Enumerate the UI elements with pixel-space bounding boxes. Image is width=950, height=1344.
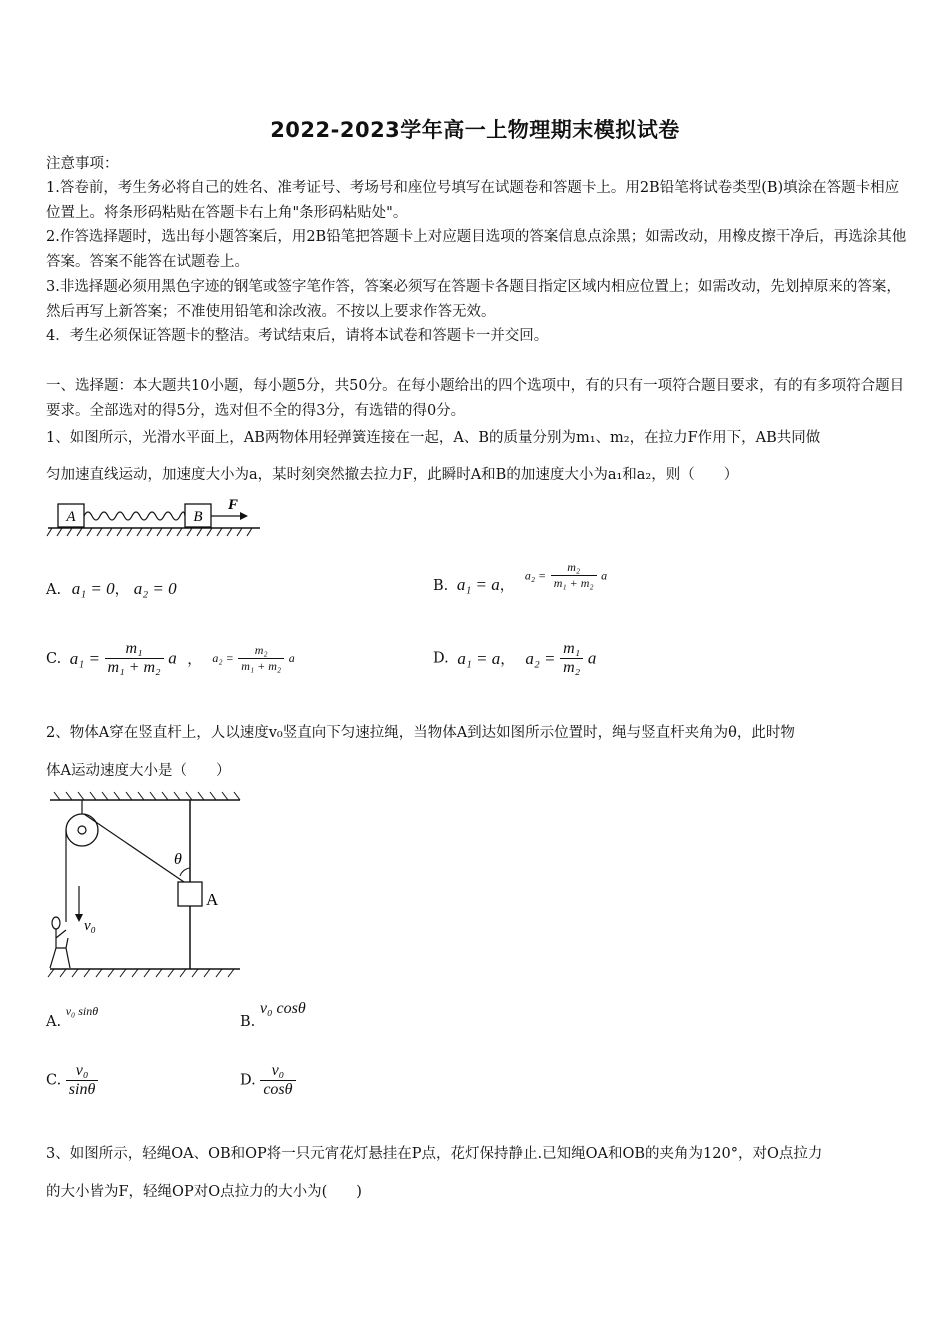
denominator: sinθ bbox=[68, 1081, 96, 1098]
numerator: v₀ bbox=[66, 1062, 99, 1081]
numerator: m₁ bbox=[105, 640, 164, 659]
option-label: C. bbox=[46, 650, 62, 667]
q2-pulley-figure bbox=[44, 788, 244, 980]
person-body bbox=[50, 929, 70, 968]
q1-c-a2-lhs: a₂ = bbox=[212, 651, 234, 665]
q1-b-a1: a₁ = a bbox=[456, 575, 500, 594]
q1-option-d[interactable] bbox=[433, 640, 596, 677]
q1-c-fraction-2 bbox=[238, 643, 284, 674]
q1-b-fraction bbox=[551, 560, 597, 591]
q1-d-a2-tail: a bbox=[587, 648, 597, 668]
q1-d-a2-lhs: a₂ = bbox=[525, 648, 556, 668]
separator: ， bbox=[500, 652, 515, 668]
denominator: m₁ + m₂ bbox=[553, 576, 594, 590]
velocity-arrow-head bbox=[75, 914, 83, 922]
q2-option-d[interactable] bbox=[240, 1062, 296, 1099]
q1-stem-line1: 1、如图所示，光滑水平面上，AB两物体用轻弹簧连接在一起，A、B的质量分别为m₁、m₂，在拉力F作用下，AB共同做 bbox=[46, 430, 821, 446]
rope bbox=[84, 814, 184, 882]
q3-stem-line1: 3、如图所示，轻绳OA、OB和OP将一只元宵花灯悬挂在P点，花灯保持静止.已知绳OA和OB的夹角为120°，对O点拉力 bbox=[46, 1146, 823, 1162]
block-a-label: A bbox=[66, 509, 76, 525]
spring bbox=[84, 512, 185, 520]
option-label: B. bbox=[240, 1014, 256, 1030]
q1-option-c[interactable] bbox=[46, 640, 295, 677]
q1-a-a1: a₁ = 0 bbox=[71, 579, 115, 598]
q1-b-a2-tail: a bbox=[601, 568, 608, 583]
numerator: m₁ bbox=[560, 640, 583, 659]
q1-b-a2-lhs: a₂ = bbox=[524, 568, 547, 583]
angle-label: θ bbox=[174, 851, 182, 868]
block-b-label: B bbox=[193, 509, 203, 525]
page-title: 2022-2023学年高一上物理期末模拟试卷 bbox=[270, 118, 680, 142]
numerator: v₀ bbox=[260, 1062, 295, 1081]
q2-stem-line1: 2、物体A穿在竖直杆上，人以速度v₀竖直向下匀速拉绳，当物体A到达如图所示位置时，绳与竖直杆夹角为θ，此时物 bbox=[46, 725, 795, 741]
q1-c-fraction-1 bbox=[105, 640, 164, 677]
option-label: C. bbox=[46, 1072, 62, 1089]
q2-d-fraction bbox=[260, 1062, 295, 1099]
q2-c-fraction bbox=[66, 1062, 99, 1099]
q1-c-a1-lhs: a₁ = bbox=[69, 648, 100, 668]
separator: ， bbox=[114, 582, 130, 598]
q2-option-b[interactable] bbox=[240, 1000, 306, 1030]
q2-b-expr: v₀ cosθ bbox=[259, 1000, 306, 1017]
separator: ， bbox=[187, 652, 202, 668]
numerator: m₂ bbox=[238, 643, 284, 659]
notice-item-4: 4．考生必须保证答题卡的整洁。考试结束后，请将本试卷和答题卡一并交回。 bbox=[46, 328, 549, 344]
q1-a-a2: a₂ = 0 bbox=[133, 579, 177, 598]
block-a bbox=[178, 882, 202, 906]
q2-option-a[interactable] bbox=[46, 1004, 98, 1030]
option-label: D. bbox=[433, 650, 449, 667]
notice-item-2: 2.作答选择题时，选出每小题答案后，用2B铅笔把答题卡上对应题目选项的答案信息点涂黑；如需改动，用橡皮擦干净后，再选涂其他答案。答案不能答在试题卷上。 bbox=[46, 229, 907, 270]
notice-heading: 注意事项： bbox=[46, 156, 119, 172]
option-label: D. bbox=[240, 1072, 256, 1089]
force-label: F bbox=[228, 497, 239, 513]
denominator: cosθ bbox=[263, 1081, 293, 1098]
denominator: m₁ + m₂ bbox=[107, 659, 161, 676]
q2-option-c[interactable] bbox=[46, 1062, 98, 1099]
denominator: m₁ + m₂ bbox=[241, 659, 282, 673]
q1-c-a2-tail: a bbox=[288, 651, 295, 665]
q1-spring-figure bbox=[44, 494, 264, 540]
option-label: B. bbox=[433, 578, 449, 594]
q2-a-expr: v₀ sinθ bbox=[65, 1004, 99, 1018]
notice-item-1: 1.答卷前，考生务必将自己的姓名、准考证号、考场号和座位号填写在试题卷和答题卡上。用2B铅笔将试卷类型(B)填涂在答题卡相应位置上。将条形码粘贴在答题卡右上角"条形码粘贴处"。 bbox=[46, 180, 900, 221]
q1-c-a1-tail: a bbox=[168, 648, 177, 668]
separator: ， bbox=[499, 578, 515, 594]
q2-stem-line2: 体A运动速度大小是（ ） bbox=[46, 763, 231, 779]
q1-option-b[interactable] bbox=[433, 560, 607, 595]
block-a-label: A bbox=[206, 890, 219, 909]
person-head bbox=[52, 917, 60, 929]
q1-d-fraction bbox=[560, 640, 583, 677]
q1-d-a1: a₁ = a bbox=[457, 648, 501, 668]
q1-option-a[interactable] bbox=[46, 578, 177, 599]
velocity-label: v₀ bbox=[84, 918, 96, 934]
q1-stem-line2: 匀加速直线运动，加速度大小为a，某时刻突然撤去拉力F，此瞬时A和B的加速度大小为a₁和a₂，则（ ） bbox=[46, 467, 739, 483]
force-arrow-head bbox=[240, 512, 248, 520]
option-label: A. bbox=[46, 582, 62, 598]
denominator: m₂ bbox=[563, 659, 581, 676]
notice-item-3: 3.非选择题必须用黑色字迹的钢笔或签字笔作答，答案必须写在答题卡各题目指定区域内相应位置上；如需改动，先划掉原来的答案，然后再写上新答案；不准使用铅笔和涂改液。不按以上要求作答无效。 bbox=[46, 279, 901, 320]
section-heading: 一、选择题：本大题共10小题，每小题5分，共50分。在每小题给出的四个选项中，有的只有一项符合题目要求，有的有多项符合题目要求。全部选对的得5分，选对但不全的得3分，有选错的得0分。 bbox=[46, 378, 905, 419]
option-label: A. bbox=[46, 1014, 62, 1030]
q3-stem-line2: 的大小皆为F，轻绳OP对O点拉力的大小为( ) bbox=[46, 1184, 362, 1200]
numerator: m₂ bbox=[551, 560, 597, 576]
